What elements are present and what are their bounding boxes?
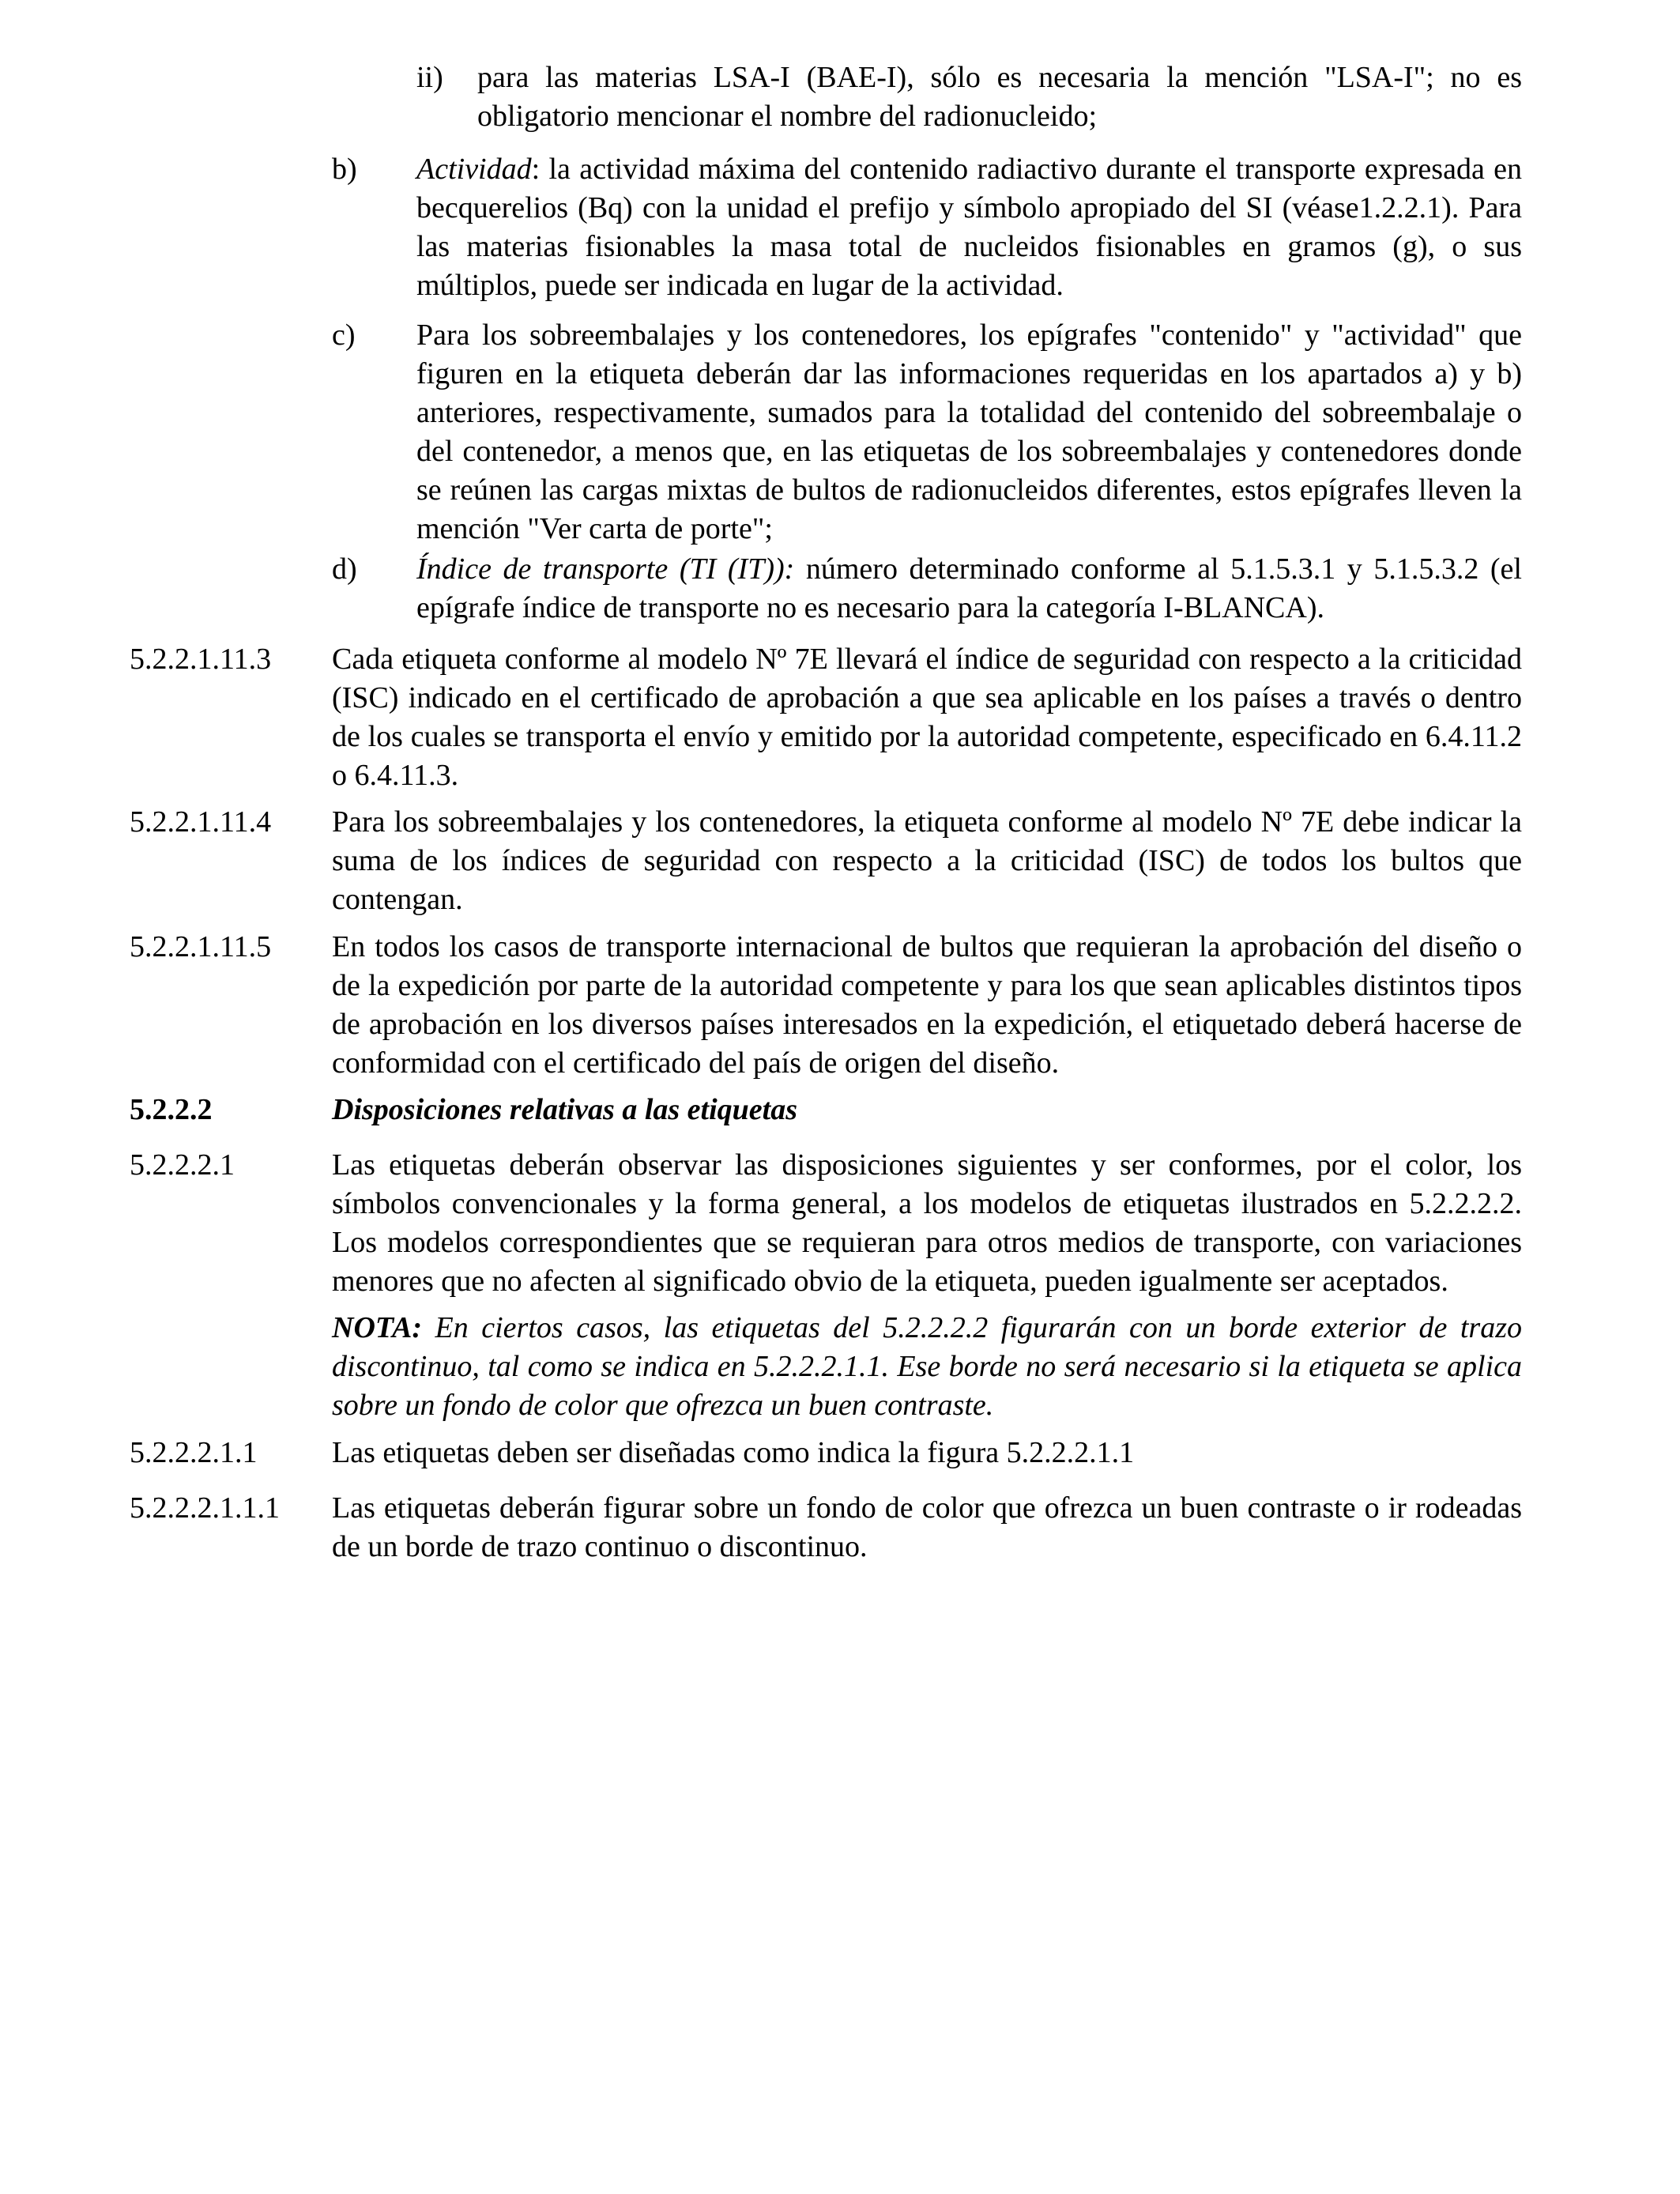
section-number-11-4: 5.2.2.1.11.4: [130, 805, 272, 839]
note-label: NOTA:: [332, 1311, 422, 1344]
section-text-11-3: Cada etiqueta conforme al modelo Nº 7E llevará el índice de seguridad con respecto a la criticidad (ISC) indicado en el certificado de aprobación a que sea aplicable en los países a través o dentro de los cuales se transporta el envío y emitido por la autoridad competente, especificado en 6.4.11.2 o 6.4.11.3.: [332, 643, 1522, 792]
item-marker-c: c): [332, 319, 356, 352]
item-marker-b: b): [332, 153, 357, 186]
section-number-5-2-2-2-1: 5.2.2.2.1: [130, 1148, 235, 1182]
item-d-text: número determinado conforme al 5.1.5.3.1 y 5.1.5.3.2 (el epígrafe índice de transporte no es necesario para la categoría I-BLANCA).: [416, 552, 1522, 624]
heading-title-5-2-2-2: Disposiciones relativas a las etiquetas: [332, 1093, 797, 1126]
item-marker-d: d): [332, 552, 357, 586]
section-text-11-5: En todos los casos de transporte internacional de bultos que requieran la aprobación del diseño o de la expedición por parte de la autoridad competente y para los que sean aplicables distintos tipos de aprobación en los diversos países interesados en la expedición, el etiquetado deberá hacerse de conformidad con el certificado del país de origen del diseño.: [332, 930, 1522, 1080]
section-number-11-5: 5.2.2.1.11.5: [130, 930, 272, 963]
item-c-text: Para los sobreembalajes y los contenedores, los epígrafes "contenido" y "actividad" que figuren en la etiqueta deberán dar las informaciones requeridas en los apartados a) y b) anteriores, respectivamente, sumados para la totalidad del contenido del sobreembalaje o del contenedor, a menos que, en las etiquetas de los sobreembalajes y contenedores donde se reúnen las cargas mixtas de bultos de radionucleidos diferentes, estos epígrafes lleven la mención "Ver carta de porte";: [416, 319, 1522, 545]
item-b-text: : la actividad máxima del contenido radiactivo durante el transporte expresada en becquerelios (Bq) con la unidad el prefijo y símbolo apropiado del SI (véase1.2.2.1). Para las materias fisionables la masa total de nucleidos fisionables en gramos (g), o sus múltiplos, puede ser indicada en lugar de la actividad.: [416, 153, 1522, 302]
section-number-5-2-2-2-1-1: 5.2.2.2.1.1: [130, 1436, 258, 1469]
note-text: En ciertos casos, las etiquetas del 5.2.2.2.2 figurarán con un borde exterior de trazo discontinuo, tal como se indica en 5.2.2.2.1.1. Ese borde no será necesario si la etiqueta se aplica sobre un fondo de color que ofrezca un buen contraste.: [332, 1311, 1522, 1422]
section-text-5-2-2-2-1-1: Las etiquetas deben ser diseñadas como indica la figura 5.2.2.2.1.1: [332, 1436, 1135, 1469]
section-text-5-2-2-2-1: Las etiquetas deberán observar las disposiciones siguientes y ser conformes, por el color, los símbolos convencionales y la forma general, a los modelos de etiquetas ilustrados en 5.2.2.2.2. Los modelos correspondientes que se requieran para otros medios de transporte, con variaciones menores que no afecten al significado obvio de la etiqueta, pueden igualmente ser aceptados.: [332, 1148, 1522, 1298]
item-d-term: Índice de transporte (TI (IT)):: [416, 552, 795, 586]
heading-number-5-2-2-2: 5.2.2.2: [130, 1093, 213, 1126]
section-text-5-2-2-2-1-1-1: Las etiquetas deberán figurar sobre un fondo de color que ofrezca un buen contraste o ir rodeadas de un borde de trazo continuo o discontinuo.: [332, 1491, 1522, 1563]
item-b-paragraph: [416, 150, 1522, 305]
item-d-paragraph: [416, 550, 1522, 628]
section-text-11-4: Para los sobreembalajes y los contenedores, la etiqueta conforme al modelo Nº 7E debe indicar la suma de los índices de seguridad con respecto a la criticidad (ISC) de todos los bultos que contengan.: [332, 805, 1522, 916]
section-number-5-2-2-2-1-1-1: 5.2.2.2.1.1.1: [130, 1491, 280, 1525]
section-number-11-3: 5.2.2.1.11.3: [130, 643, 272, 676]
item-b-term: Actividad: [416, 153, 532, 186]
item-ii-text: para las materias LSA-I (BAE-I), sólo es necesaria la mención "LSA-I"; no es obligatorio mencionar el nombre del radionucleido;: [477, 61, 1522, 133]
item-marker-ii: ii): [416, 61, 443, 94]
note-paragraph: [332, 1309, 1522, 1425]
